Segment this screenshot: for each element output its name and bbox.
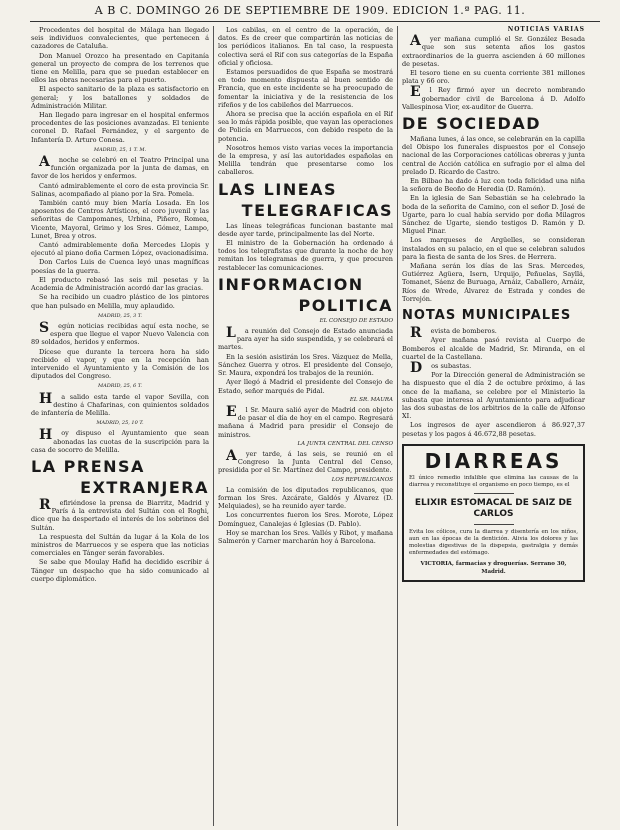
paragraph: El ministro de la Gobernación ha ordenado á todos los telegrafistas que durante la noche de hoy remitan los telegramas de guerra, y que procuren restablecer las comunicaciones. [218,239,393,272]
section-label: NOTICIAS VARIAS [507,26,585,33]
paragraph: Nosotros hemos visto varias veces la importancia de la empresa, y así las autoridades españolas en Melilla tendrán que presentarse como los caballeros. [218,143,393,177]
ad-intro: El único remedio infalible que elimina las causas de la diarrea y reconstituye el organismo en poco tiempo, es el [409,474,578,488]
paragraph: En la sesión asistirán los Sres. Vázquez de Mella, Sánchez Guerra y otros. El presidente del Consejo, Sr. Maura, expondrá los trabajos de la reunión. [218,352,393,378]
subheading: LA JUNTA CENTRAL DEL CENSO [297,440,393,447]
dateline: MADRID, 25, 10 T. [96,420,144,427]
paragraph: Cantó admirablemente el coro de esta provincia Sr. Salinas, acompañado al piano por la Sra. Pomela. [31,181,209,198]
ad-address: VICTORIA, farmacias y droguerías. Serrano 30, Madrid. [420,560,567,575]
dateline: MADRID, 25, 3 T. [98,312,142,319]
section-heading: LAS LINEAS [218,179,338,199]
section-heading: INFORMACION [218,274,364,294]
paragraph: Don Manuel Orozco ha presentado en Capitanía general un proyecto de compra de los terrenos que tiene en Melilla, para que se puedan establecer en ellos las obras necesarias para el puerto. [31,51,209,85]
paragraph: Procedentes del hospital de Málaga han llegado seis individuos convalecientes, que pertenecen á cazadores de Cataluña. [31,26,209,51]
paragraph: Ahora se precisa que la acción española en el Rif sea lo más rápida posible, que vayan las operaciones de Policía en Marruecos, con debido respeto de la potencia. [218,110,393,143]
paragraph: La comisión de los diputados republicanos, que forman los Sres. Azcárate, Galdós y Álvarez (D. Melquiades), se ha reunido ayer tarde. [218,485,393,511]
ad-divider [474,493,514,494]
section-heading: LA PRENSA [31,456,145,476]
paragraph: Don Carlos Luis de Cuenca leyó unas magníficas poesías de la guerra. [31,258,209,275]
column-divider [213,26,214,826]
column-divider [397,26,398,826]
paragraph: Los ingresos de ayer ascendieron á 86.927,37 pesetas y los pagos á 46.672,88 pesetas. [402,421,585,438]
paragraph: Ayer tarde, á las seis, se reunió en el Congreso la Junta Central del Censo, presidida por el Sr. Martínez del Campo, presidente. [218,447,393,475]
paragraph: Los concurrentes fueron los Sres. Morote, López Domínguez, Canalejas é Iglesias (D. Pablo). [218,511,393,528]
paragraph: Mañana lunes, á las once, se celebrarán en la capilla del Obispo los funerales dispuestos por el Consejo nacional de las Corporaciones católicas obreras y junta central de Acción católica en sufragio por el alma del prelado D. Ricardo de Castro. [402,135,585,176]
section-heading: NOTAS MUNICIPALES [402,308,572,324]
column-1 [31,26,209,826]
subheading: EL CONSEJO DE ESTADO [319,317,393,324]
paragraph: La respuesta del Sultán da lugar á la Kola de los ministros de Marruecos y se espera que las noticias comerciales en Tánger serán favorables. [31,532,209,558]
section-heading: DE SOCIEDAD [402,114,541,134]
paragraph: En Bilbao ha dado á luz con toda felicidad una niña la señora de Beoño de Heredia (D. Ramón). [402,177,585,194]
advertisement [402,444,585,582]
paragraph: Por la Dirección general de Administración se ha dispuesto que el día 2 de octubre próximo, á las once de la mañana, se celebre por el Ministerio la subasta que interesa al Ayuntamiento para adjudicar las dos subastas de los arbitrios de la calle de Alfonso XI. [402,371,585,421]
paragraph: Anoche se celebró en el Teatro Principal una función organizada por la junta de damas, en favor de los heridos y enfermos. [31,154,209,181]
dateline: MADRID, 25, 6 T. [98,383,142,390]
paragraph: El aspecto sanitario de la plaza es satisfactorio en general; y los batallones y soldados de Administración Militar. [31,85,209,110]
paragraph: Ha salido esta tarde el vapor Sevilla, con destino á Chafarinas, con quinientos soldados de infantería de Melilla. [31,390,209,417]
paragraph: Cantó admirablemente doña Mercedes Llopis y ejecutó al piano doña Carmen López, ovacionadísima. [31,241,209,258]
paragraph: Los marqueses de Argüelles, se consideran instalados en su palacio, en el que se celebran saludos para la fiesta de santa de los Sres. de Herrera. [402,236,585,261]
paragraph: Las líneas telegráficas funcionan bastante mal desde ayer tarde, principalmente las del Norte. [218,221,393,238]
paragraph: Hoy dispuso el Ayuntamiento que sean abonadas las cuotas de la suscripción para la casa de socorro de Melilla. [31,427,209,454]
ad-title: DIARREAS [424,448,563,473]
subheading: EL SR. MAURA [349,396,393,403]
paragraph: El Rey firmó ayer un decreto nombrando gobernador civil de Barcelona á D. Adolfo Vallespinosa Vior, ex-auditor de Guerra. [402,84,585,111]
column-2 [218,26,393,826]
paragraph: Se ha recibido un cuadro plástico de los pintores que han pulsado en Melilla, muy aplaudido. [31,293,209,310]
paragraph: El Sr. Maura salió ayer de Madrid con objeto de pasar el día de hoy en el campo. Regresará mañana á Madrid para presidir el Consejo de ministros. [218,403,393,439]
section-heading: TELEGRAFICAS [241,200,393,220]
paragraph: Ayer mañana pasó revista al Cuerpo de Bomberos el alcalde de Madrid, Sr. Miranda, en el cuartel de la Castellana. [402,336,585,361]
section-heading: POLITICA [298,295,393,315]
paragraph: Mañana serán los días de las Sras. Mercedes, Gutiérrez Agüera, Isern, Urquijo, Peñuelas, Sayllá, Tomanet, Sáenz de Buruaga, Arnáiz, Caballero, Arnáiz, Ríos de Wrede, Álvarez de Estrada y condes de Torrejón. [402,262,585,303]
paragraph: Hoy se marchan los Sres. Vallés y Ribot, y mañana Salmerón y Carner marcharán hoy á Barcelona. [218,528,393,545]
paragraph: Ayer llegó á Madrid el presidente del Consejo de Estado, señor marqués de Pidal. [218,378,393,395]
paragraph: El producto rebasó las seis mil pesetas y la Academia de Administración acordó dar las gracias. [31,275,209,293]
ad-divider [474,524,514,525]
paragraph: El tesoro tiene en su cuenta corriente 381 millones plata y 66 oro. [402,69,585,86]
ad-product: ELIXIR ESTOMACAL DE SAIZ DE CARLOS [414,497,573,519]
paragraph: Han llegado para ingresar en el hospital enfermos procedentes de las posiciones avanzadas. El teniente coronel D. Rafael Fernández, y el sargento de Infantería D. Arturo Conesa. [31,111,209,144]
paragraph: Estamos persuadidos de que España se mostrará en todo momento dispuesta al buen sentido de Francia, que en este incidente se ha preocupado de fomentar la iniciativa y de la resistencia de los rifeños y de los cabileños del Marruecos. [218,68,393,109]
subheading: Dos subastas. [410,359,472,376]
page-header: A B C. DOMINGO 26 DE SEPTIEMBRE DE 1909. EDICION 1.ª PAG. 11. [94,4,526,17]
paragraph: En la iglesia de San Sebastián se ha celebrado la boda de la señorita de Camino, con el señor D. José de Ugarte, para lo cual había servido por doña Milagros Sánchez de Ugarte, siendo testigos D. Ramón y D. Miguel Pinar. [402,194,585,236]
paragraph: Ayer mañana cumplió el Sr. González Besada que son sus setenta años los gastos extraordinarios de la guerra ascienden á 60 millones de pesetas. [402,33,585,68]
paragraph: Dícese que durante la tercera hora ha sido recibido el vapor, y que en la recepción han intervenido el Ayuntamiento y la Comisión de los diputados del Congreso. [31,347,209,381]
column-3 [402,26,585,826]
ad-body: Evita los cólicos, cura la diarrea y disentería en los niños, aun en las épocas de la dentición. Alivia los dolores y las molestias digestivas de la dispepsia, gastralgia y demás enfermedades del estómago. [409,528,578,556]
paragraph: Los cabilas, en el centro de la operación, de datos. Es de creer que compartirán las noticias de los periódicos italianos. En tal caso, la respuesta colectiva será el Rif con sus categorías de la España oficial y oficiosa. [218,26,393,67]
paragraph: Se sabe que Moulay Hafid ha decidido escribir á Tánger un despacho que ha sido comunicado al cuerpo diplomático. [31,558,209,583]
section-heading: EXTRANJERA [80,477,209,497]
paragraph: También cantó muy bien María Losada. En los aposentos de Centros Artísticos, el coro juvenil y las señoritas de Campomanes, Urbina, Piñero, Romea, Vicente, Mayoral, Grimo y los Sres. Gómez, Lampo, Lunet, Brea y otros. [31,199,209,240]
subheading: Revista de bomberos. [410,325,497,342]
paragraph: La reunión del Consejo de Estado anunciada para ayer ha sido suspendida, y se celebrará el martes. [218,325,393,352]
paragraph: Según noticias recibidas aquí esta noche, se espera que llegue el vapor Nuevo Valencia con 89 soldados, heridos y enfermos. [31,319,209,347]
paragraph: Refiriéndose la prensa de Biarritz, Madrid y París á la entrevista del Sultán con el Roghi, dice que ha despertado el interés de los sobrinos del Sultán. [31,496,209,532]
dateline: MADRID, 25, 1 T. M. [93,146,147,153]
header-rule [30,21,600,22]
subheading: LOS REPUBLICANOS [331,476,393,483]
